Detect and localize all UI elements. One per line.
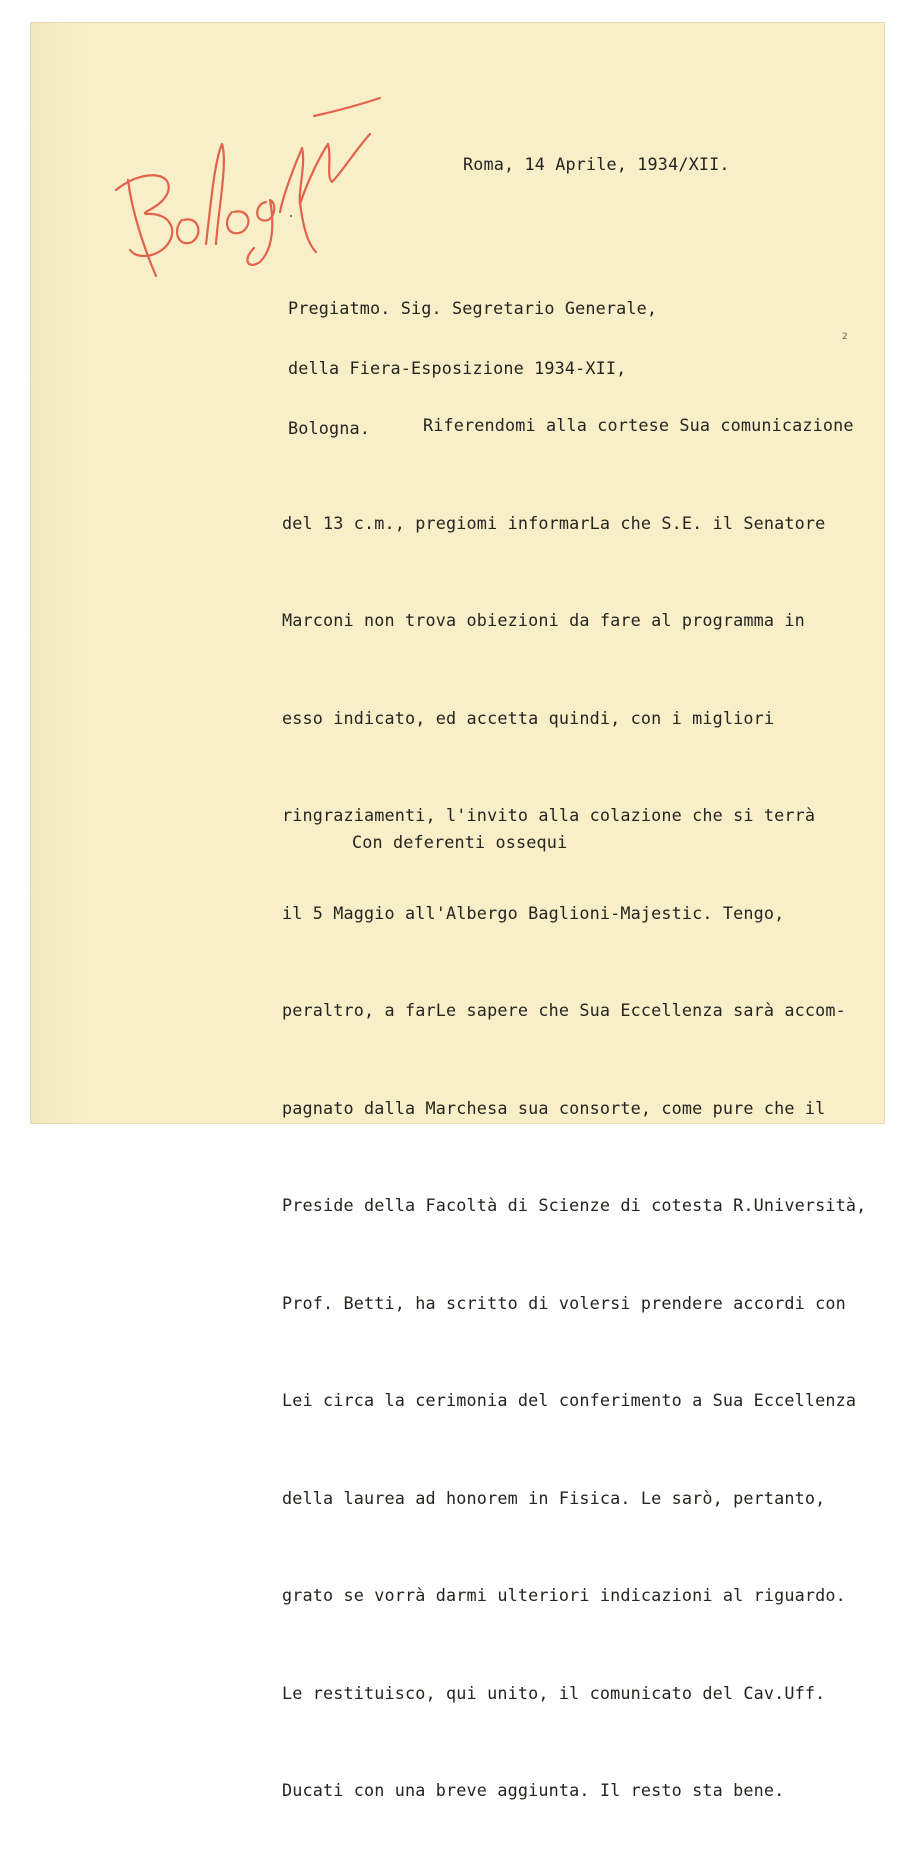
address-line: della Fiera-Esposizione 1934-XII,	[288, 358, 627, 378]
address-line: Pregiatmo. Sig. Segretario Generale,	[288, 298, 658, 318]
letter-page	[30, 22, 885, 1800]
ink-speck	[290, 215, 292, 217]
letter-closing: Con deferenti ossequi	[352, 832, 568, 852]
letter-date: Roma, 14 Aprile, 1934/XII.	[463, 154, 730, 174]
body-line: Lei circa la cerimonia del conferimento a Sua Eccellenza	[282, 1390, 857, 1410]
body-line: Le restituisco, qui unito, il comunicato del Cav.Uff.	[282, 1682, 826, 1703]
body-line: pagnato dalla Marchesa sua consorte, come pure che il	[282, 1097, 826, 1118]
body-line: della laurea ad honorem in Fisica. Le sarò, pertanto,	[282, 1487, 826, 1508]
body-line: il 5 Maggio all'Albergo Baglioni-Majestic. Tengo,	[282, 902, 785, 923]
body-line: del 13 c.m., pregiomi informarLa che S.E. il Senatore	[282, 512, 826, 533]
body-line: Riferendomi alla cortese Sua comunicazione	[423, 415, 854, 435]
letter-body	[282, 344, 866, 1872]
body-line: Preside della Facoltà di Scienze di cotesta R.Università,	[282, 1195, 867, 1215]
body-line: Ducati con una breve aggiunta. Il resto sta bene.	[282, 1780, 785, 1800]
body-line: ringraziamenti, l'invito alla colazione che si terrà	[282, 805, 816, 825]
body-line: Marconi non trova obiezioni da fare al programma in	[282, 610, 805, 630]
body-line: grato se vorrà darmi ulteriori indicazioni al riguardo.	[282, 1585, 846, 1605]
body-line: Prof. Betti, ha scritto di volersi prendere accordi con	[282, 1292, 846, 1313]
address-line: Bologna.	[288, 418, 371, 438]
margin-mark: 2	[842, 332, 848, 342]
body-line: esso indicato, ed accetta quindi, con i migliori	[282, 707, 775, 728]
handwritten-bologna-annotation	[70, 52, 370, 272]
body-line: peraltro, a farLe sapere che Sua Eccellenza sarà accom-	[282, 1000, 846, 1020]
